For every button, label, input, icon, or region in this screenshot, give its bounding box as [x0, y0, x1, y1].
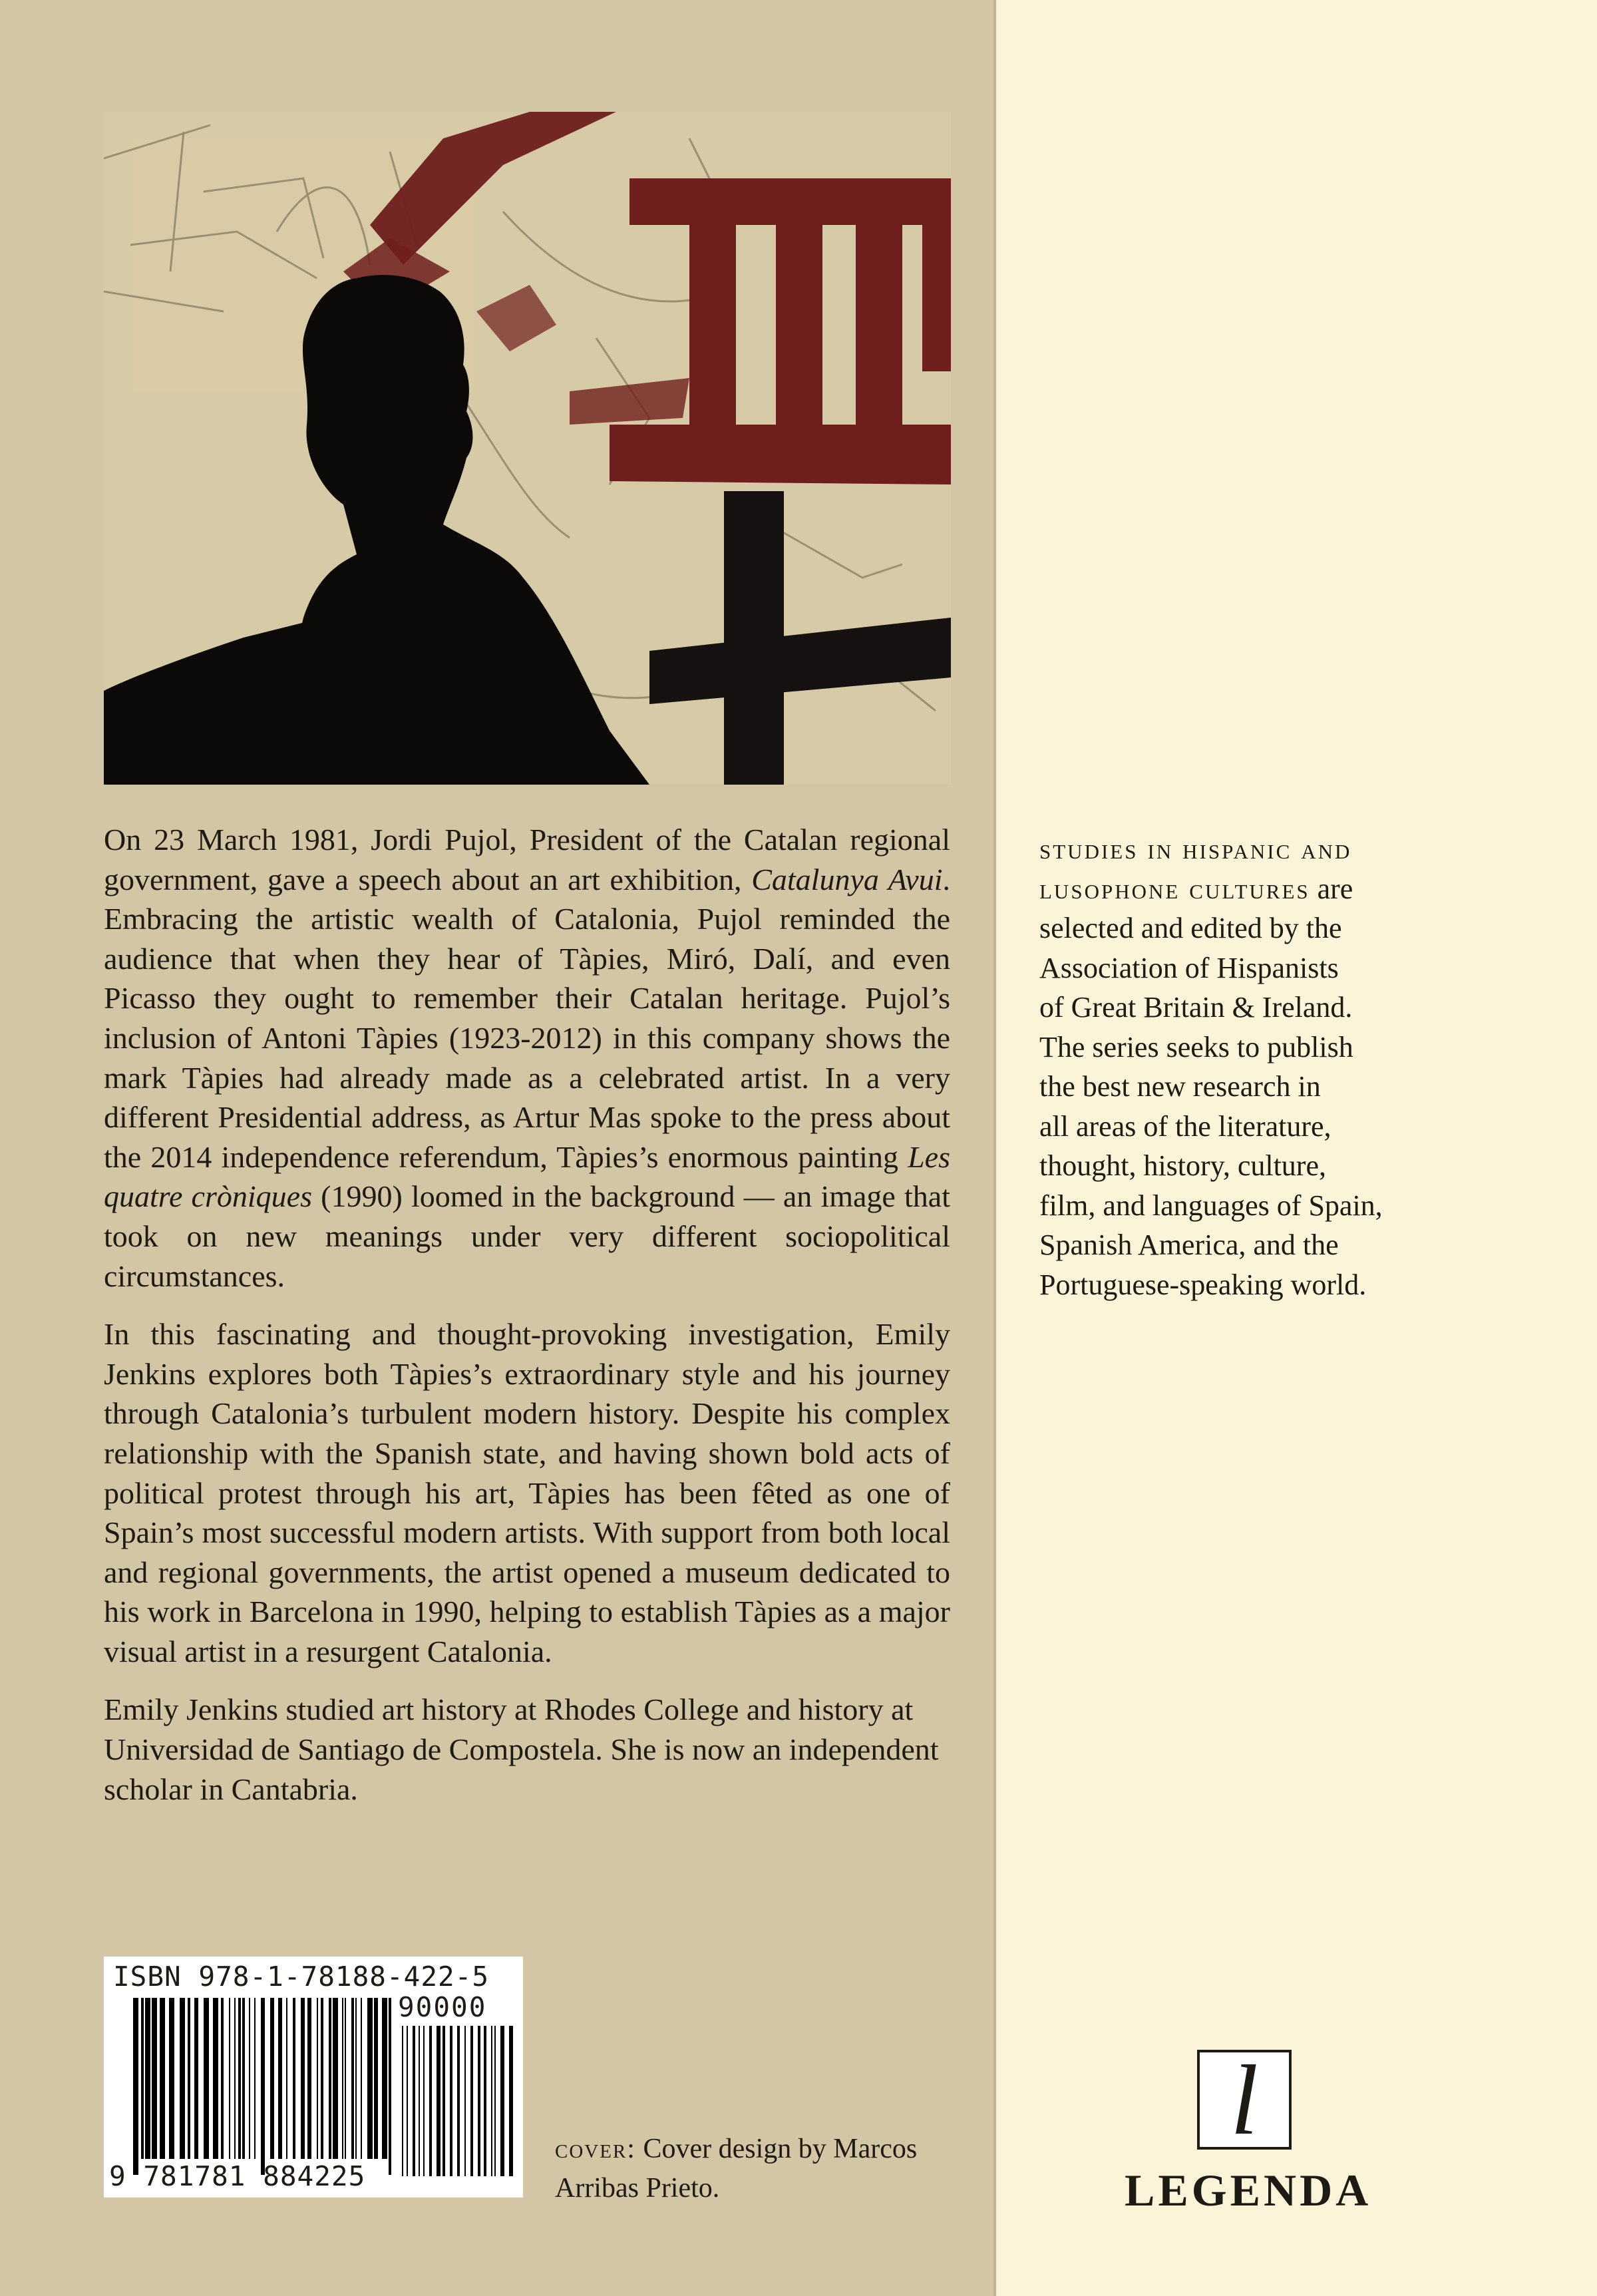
barcode-bar: [457, 2026, 460, 2176]
barcode-bar: [494, 2026, 496, 2176]
blurb-paragraph-2: In this fascinating and thought-provoking investigation, Emily Jenkins explores both Tàpies’s extraordinary style and his journey through Catalonia’s turbulent modern history. Despite his complex relationship with the Spanish state, and having shown bold acts of political protest through his art, Tàpies has been fêted as one of Spain’s most successful modern artists. With support from both local and regional governments, the artist opened a museum dedicated to his work in Barcelona in 1990, helping to establish Tàpies as a major visual artist in a resurgent Catalonia.: [104, 1317, 950, 1668]
barcode-bar: [261, 1998, 265, 2175]
barcode-bar: [374, 1998, 378, 2159]
barcode-bar: [254, 1998, 256, 2159]
barcode-bar: [169, 1998, 174, 2159]
italic-title: Catalunya Avui: [751, 862, 943, 896]
publisher-name: LEGENDA: [1125, 2165, 1372, 2215]
cover-credit-label: cover:: [555, 2134, 636, 2164]
barcode-bar: [133, 1998, 138, 2175]
barcode-bar: [367, 1998, 373, 2159]
barcode-bar: [402, 2026, 403, 2176]
isbn-number: ISBN 978-1-78188-422-5: [113, 1961, 490, 1993]
cover-credit: [555, 2130, 954, 2208]
price-code: 90000: [398, 1991, 487, 2023]
barcode-bar: [450, 2026, 452, 2176]
barcode-bar: [500, 2026, 504, 2176]
blurb-paragraph-1: [104, 820, 950, 1296]
series-line: The series seeks to publish: [1039, 1030, 1353, 1063]
series-line: selected and edited by the: [1039, 912, 1342, 944]
barcode-bar: [141, 1998, 144, 2159]
isbn-barcode: [104, 1957, 523, 2198]
barcode-bar: [160, 1998, 165, 2159]
barcode-bar: [194, 1998, 198, 2159]
author-bio: Emily Jenkins studied art history at Rhodes College and history at Universidad de Santiago de Compostela. She is now an independent scholar in Cantabria.: [104, 1692, 939, 1806]
barcode-bar: [278, 1998, 282, 2159]
barcode-bar: [407, 2026, 408, 2176]
barcode-bar: [470, 2026, 473, 2176]
barcode-bar: [333, 1998, 338, 2159]
barcode-bar: [238, 1998, 241, 2159]
barcode-bar: [464, 2026, 466, 2176]
series-line: film, and languages of Spain,: [1039, 1189, 1383, 1222]
blurb-text-run: On 23 March 1981, Jordi Pujol, President of the Catalan regional government, gave a speech about an art exhibition,: [104, 823, 950, 896]
barcode-bar: [484, 2026, 486, 2176]
barcode-bar: [429, 2026, 432, 2176]
barcode-bar: [329, 1998, 331, 2159]
barcode-bar: [478, 2026, 480, 2176]
ean-digits: 9 781781 884225: [109, 2160, 366, 2192]
barcode-bar: [180, 1998, 185, 2159]
barcode-bar: [301, 1998, 305, 2159]
series-line: of Great Britain & Ireland.: [1039, 991, 1353, 1024]
barcode-bar: [345, 1998, 346, 2159]
series-description: [1039, 829, 1465, 1304]
barcode-bar: [491, 2026, 492, 2176]
painting-silhouette-image: [104, 112, 951, 785]
barcode-bar: [351, 1998, 354, 2159]
barcode-bar: [509, 2026, 513, 2176]
barcode-bar: [229, 1998, 230, 2159]
barcode-bar: [419, 2026, 420, 2176]
barcode-bar: [355, 1998, 357, 2159]
barcode-bar: [286, 1998, 287, 2159]
barcode-bar: [145, 1998, 150, 2159]
series-line: the best new research in: [1039, 1070, 1321, 1103]
barcode-bar: [443, 2026, 445, 2176]
barcode-bar: [437, 2026, 441, 2176]
barcode-bar: [242, 1998, 245, 2159]
barcode-bar: [413, 2026, 415, 2176]
barcode-bar: [221, 1998, 224, 2159]
series-line: all areas of the literature,: [1039, 1109, 1331, 1143]
barcode-bar: [382, 1998, 387, 2159]
barcode-bar: [361, 1998, 362, 2159]
barcode-bar: [188, 1998, 190, 2159]
barcode-bar: [204, 1998, 209, 2159]
series-line: Association of Hispanists: [1039, 951, 1339, 984]
series-line: are: [1310, 872, 1353, 905]
blurb-text-run: (1990) loomed in the background — an image that took on new meanings under very different sociopolitical circumstances.: [104, 1179, 950, 1293]
logo-mark: [1197, 2045, 1292, 2156]
blurb-text-run: . Embracing the artistic wealth of Catalonia, Pujol reminded the audience that when they hear of Tàpies, Miró, Dalí, and even Picasso they ought to remember their Catalan heritage. Pujol’s inclusion of Antoni Tàpies (1923-2012) in this company shows the mark Tàpies had already made as a celebrated artist. In a very different Presidential address, as Artur Mas spoke to the press about the 2014 independence referendum, Tàpies’s enormous painting: [104, 862, 950, 1174]
logo-letter: l: [1230, 2045, 1258, 2156]
barcode-bar: [321, 1998, 323, 2159]
barcode-bar: [270, 1998, 274, 2159]
barcode-bar: [342, 1998, 343, 2159]
barcode-bar: [152, 1998, 157, 2159]
legenda-logo: [1125, 2045, 1372, 2216]
series-line: Portuguese-speaking world.: [1039, 1268, 1367, 1301]
series-line: thought, history, culture,: [1039, 1149, 1326, 1182]
barcode-bar: [293, 1998, 295, 2159]
barcode-bar: [307, 1998, 311, 2159]
series-name-line-2: lusophone cultures: [1039, 872, 1310, 905]
back-cover-blurb: [104, 820, 950, 1827]
barcode-bar: [423, 2026, 425, 2176]
barcode-bar: [249, 1998, 250, 2159]
series-name-line-1: studies in hispanic and: [1039, 833, 1352, 865]
barcode-bar: [389, 1998, 391, 2175]
barcode-bar: [234, 1998, 236, 2159]
panel-divider: [993, 0, 996, 2296]
barcode-bar: [213, 1998, 218, 2159]
italic-title: Les quatre cròniques: [104, 1139, 950, 1214]
series-line: Spanish America, and the: [1039, 1229, 1339, 1261]
cover-credit-text: Cover design by Marcos Arribas Prieto.: [555, 2134, 918, 2203]
barcode-bar: [317, 1998, 318, 2159]
